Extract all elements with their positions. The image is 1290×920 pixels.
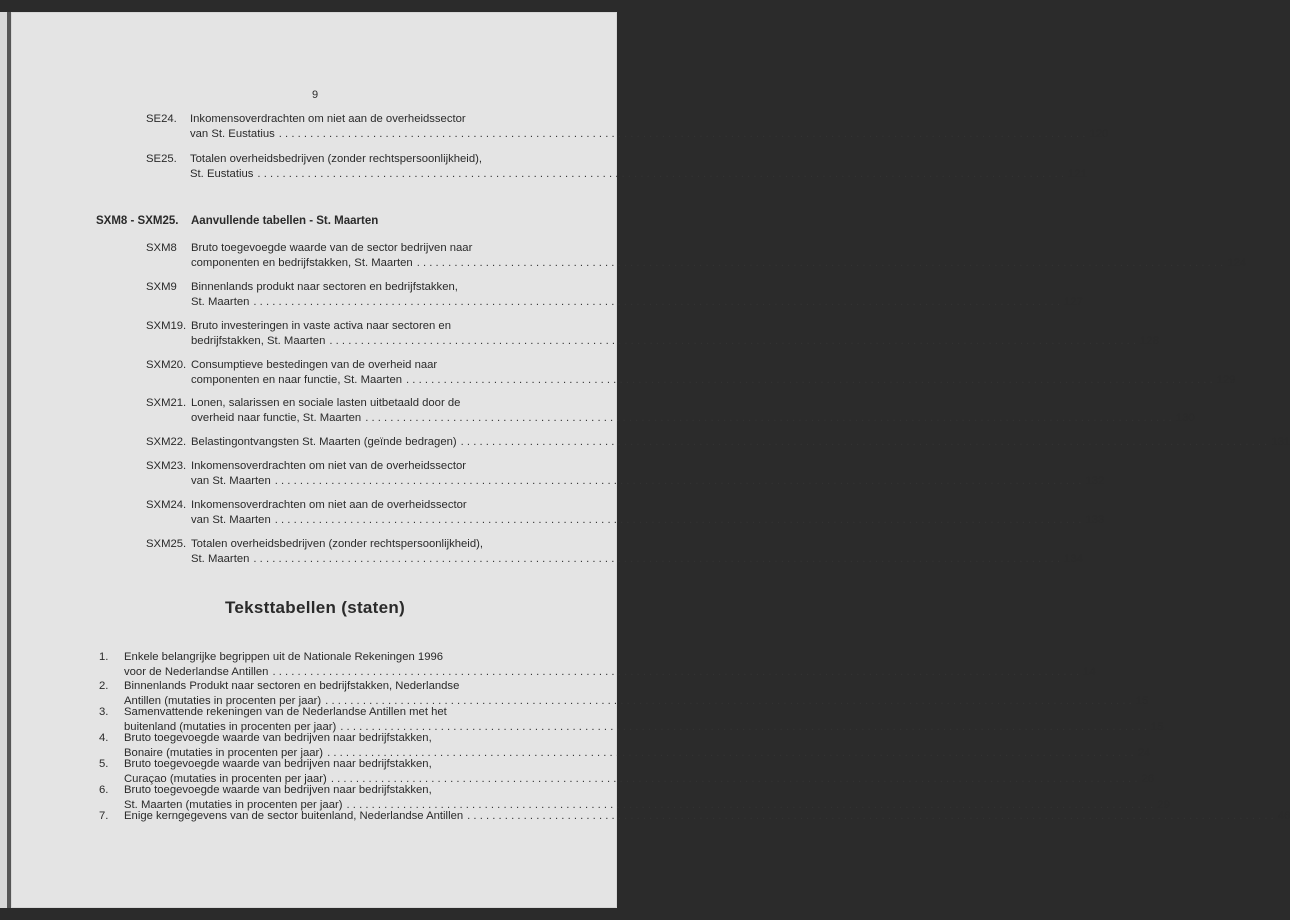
entry-title-line1: Totalen overheidsbedrijven (zonder rechtspersoonlijkheid), (190, 153, 482, 165)
entry-code: SXM20. (146, 359, 187, 371)
toc-entry-sxm23[interactable] (146, 459, 1105, 489)
entry-number: 6. (99, 784, 109, 796)
entry-title-line1: Bruto toegevoegde waarde van bedrijven naar bedrijfstakken, (124, 784, 432, 796)
entry-page: 124 (1227, 257, 1247, 269)
entry-code: SXM23. (146, 460, 187, 472)
leader-dots (365, 411, 1172, 426)
entry-page: 131 (1271, 436, 1290, 448)
leader-dots (461, 435, 1268, 450)
leader-dots (253, 295, 1060, 310)
entry-code: SXM22. (146, 436, 187, 448)
entry-title-line2: Antillen (mutaties in procenten per jaar) (124, 695, 322, 707)
entry-title-line1: Inkomensoverdrachten om niet aan de overheidssector (190, 113, 466, 125)
entry-page: 121 (1068, 168, 1087, 180)
entry-number: 5. (99, 758, 109, 770)
entry-code: SXM9 (146, 281, 177, 293)
toc-entry-sxm22[interactable] (146, 435, 1290, 450)
entry-code: SXM19. (146, 320, 187, 332)
entry-number: 7. (99, 810, 109, 822)
entry-number: 1. (99, 651, 109, 663)
leader-dots (257, 167, 1064, 182)
entry-page: 120 (1089, 128, 1109, 140)
entry-number: 4. (99, 732, 109, 744)
entry-code: SXM21. (146, 397, 187, 409)
entry-code: SE24. (146, 113, 177, 125)
entry-title-line2: overheid naar functie, St. Maarten (191, 412, 362, 424)
entry-page: 130 (1175, 412, 1195, 424)
entry-title-line1: Binnenlands Produkt naar sectoren en bedrijfstakken, Nederlandse (124, 680, 460, 692)
entry-title-line2: Curaçao (mutaties in procenten per jaar) (124, 773, 327, 785)
entry-page: 29 (1157, 799, 1170, 811)
entry-title: Belastingontvangsten St. Maarten (geïnde bedragen) (191, 436, 457, 448)
entry-code: SXM25. (146, 538, 187, 550)
entry-title-line1: Inkomensoverdrachten om niet aan de overheidssector (191, 499, 467, 511)
toc-entry-sxm19[interactable] (146, 319, 1159, 349)
leader-dots (279, 127, 1086, 142)
entry-page: 24 (1137, 747, 1151, 759)
entry-title-line1: Samenvattende rekeningen van de Nederlandse Antillen met het (124, 706, 447, 718)
entry-title-line1: Totalen overheidsbedrijven (zonder rechtspersoonlijkheid), (191, 538, 483, 550)
entry-number: 2. (99, 680, 109, 692)
entry-number: 3. (99, 706, 109, 718)
toc-entry-sxm24[interactable] (146, 498, 1105, 528)
entry-title-line2: buitenland (mutaties in procenten per jaar) (124, 721, 337, 733)
entry-title-line1: Bruto investeringen in vaste activa naar sectoren en (191, 320, 451, 332)
toc-entry-sxm21[interactable] (146, 396, 1195, 426)
entry-title-line2: Bonaire (mutaties in procenten per jaar) (124, 747, 324, 759)
leader-dots (417, 256, 1224, 271)
entry-page: 129 (1216, 374, 1236, 386)
leader-dots (275, 513, 1082, 528)
leader-dots (467, 809, 1274, 824)
entry-page: 15 (1150, 721, 1164, 733)
toc-entry-sxm9[interactable] (146, 280, 1083, 310)
entry-page: 134 (1064, 553, 1083, 565)
toc-entry-sxm20[interactable] (146, 358, 1236, 388)
section-heading-sxm (96, 215, 379, 227)
entry-page: 26 (1141, 773, 1155, 785)
entry-title-line2: St. Maarten (191, 296, 250, 308)
entry-title-line2: van St. Maarten (191, 475, 271, 487)
entry-title-line1: Inkomensoverdrachten om niet van de overheidssector (191, 460, 467, 472)
toc-entry-se24[interactable] (146, 112, 1109, 142)
entry-page: 133 (1085, 514, 1105, 526)
entry-title-line1: Enkele belangrijke begrippen uit de Nationale Rekeningen 1996 (124, 651, 444, 663)
toc-entry-staat-7[interactable] (99, 809, 1290, 824)
entry-title-line1: Lonen, salarissen en sociale lasten uitbetaald door de (191, 397, 461, 409)
entry-title-line2: van St. Maarten (191, 514, 271, 526)
entry-title-line2: voor de Nederlandse Antillen (124, 666, 269, 678)
entry-page: 15 (1135, 695, 1149, 707)
leader-dots (272, 665, 1079, 680)
leader-dots (329, 334, 1136, 349)
adjacent-page-edge (0, 12, 7, 908)
entry-page: 127 (1064, 296, 1083, 308)
entry-title: Enige kerngegevens van de sector buitenland, Nederlandse Antillen (124, 810, 464, 822)
leader-dots (406, 373, 1213, 388)
entry-title-line2: St. Eustatius (190, 168, 254, 180)
entry-title-line2: componenten en bedrijfstakken, St. Maarten (191, 257, 413, 269)
entry-title-line1: Binnenlands produkt naar sectoren en bedrijfstakken, (191, 281, 458, 293)
entry-title-line1: Bruto toegevoegde waarde van bedrijven naar bedrijfstakken, (124, 732, 432, 744)
entry-code: SXM8 (146, 242, 177, 254)
entry-title-line2: bedrijfstakken, St. Maarten (191, 335, 326, 347)
leader-dots (253, 552, 1060, 567)
page-number: 9 (311, 89, 319, 101)
entry-title-line1: Bruto toegevoegde waarde van de sector bedrijven naar (191, 242, 473, 254)
entry-title-line1: Consumptieve bestedingen van de overheid naar (191, 359, 438, 371)
leader-dots (275, 474, 1082, 489)
entry-title-line2: St. Maarten (mutaties in procenten per jaar) (124, 799, 343, 811)
section-title: Aanvullende tabellen - St. Maarten (191, 215, 379, 227)
entry-title-line2: St. Maarten (191, 553, 250, 565)
entry-page: 128 (1140, 335, 1159, 347)
teksttabellen-heading: Teksttabellen (staten) (224, 598, 406, 617)
entry-title-line1: Bruto toegevoegde waarde van bedrijven naar bedrijfstakken, (124, 758, 432, 770)
toc-entry-sxm8[interactable] (146, 241, 1247, 271)
toc-entry-se25[interactable] (146, 152, 1087, 182)
entry-code: SE25. (146, 153, 177, 165)
entry-page: 132 (1085, 475, 1105, 487)
section-range: SXM8 - SXM25. (96, 215, 179, 227)
entry-title-line2: componenten en naar functie, St. Maarten (191, 374, 403, 386)
entry-page: 14 (1083, 666, 1096, 678)
entry-page: 46 (1277, 810, 1290, 822)
toc-entry-staat-1[interactable] (99, 650, 1096, 680)
entry-code: SXM24. (146, 499, 187, 511)
toc-entry-sxm25[interactable] (146, 537, 1083, 567)
entry-title-line2: van St. Eustatius (190, 128, 275, 140)
